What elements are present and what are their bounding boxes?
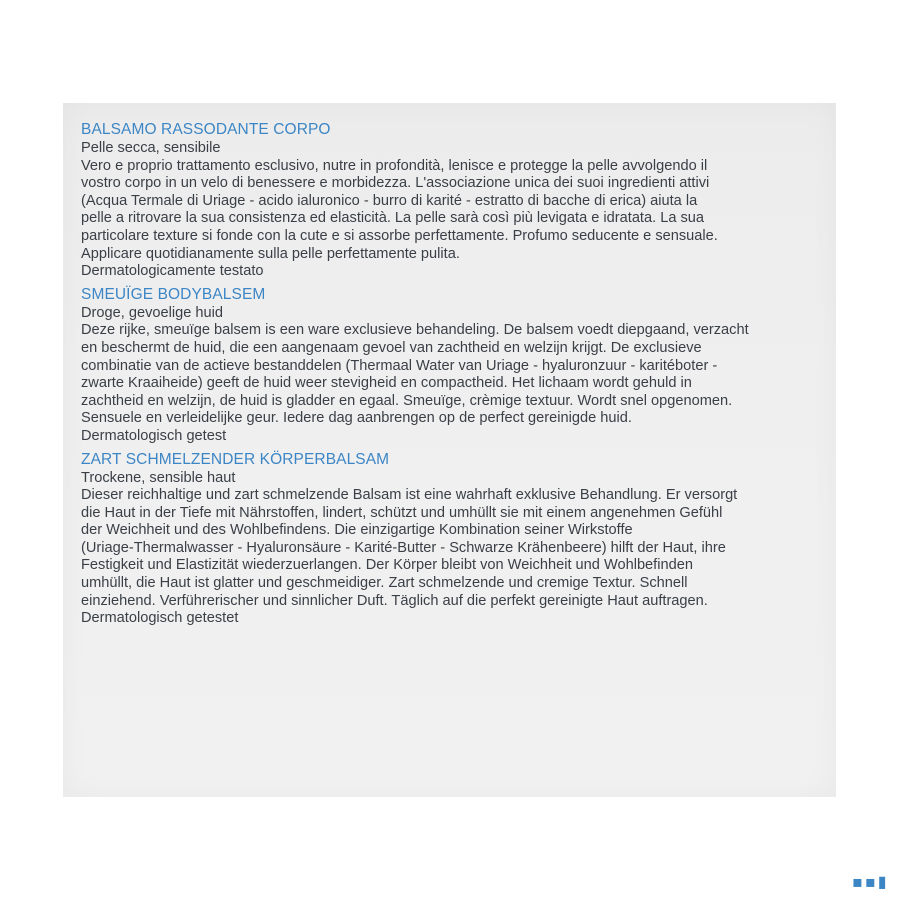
body-line: Festigkeit und Elastizität wiederzuerlangen. Der Körper bleibt von Weichheit und Wohlbefinden [81,557,693,574]
body-line: einziehend. Verführerischer und sinnlicher Duft. Täglich auf die perfekt gereinigte Haut auftragen. [81,592,708,609]
body-line: particolare texture si fonde con la cute e si assorbe perfettamente. Profumo seducente e sensuale. [81,227,718,244]
body-line: combinatie van de actieve bestanddelen (Thermaal Water van Uriage - hyaluronzuur - karitéboter - [81,357,718,374]
section-dutch [81,285,826,446]
section-footer: Dermatologisch getest [81,427,227,444]
section-german [81,450,826,628]
body-line: vostro corpo in un velo di benessere e morbidezza. L'associazione unica dei suoi ingredienti attivi [81,175,710,192]
section-subtitle: Trockene, sensible haut [81,469,236,486]
body-line: (Uriage-Thermalwasser - Hyaluronsäure - Karité-Butter - Schwarze Krähenbeere) hilft der Haut, ihre [81,539,726,556]
section-subtitle: Droge, gevoelige huid [81,304,223,321]
body-line: (Acqua Termale di Uriage - acido ialuronico - burro di karité - estratto di bacche di erica) aiuta la [81,192,698,209]
body-line: Sensuele en verleidelijke geur. Iedere dag aanbrengen op de perfect gereinigde huid. [81,410,632,427]
section-title: BALSAMO RASSODANTE CORPO [81,121,331,138]
section-footer: Dermatologisch getestet [81,610,239,627]
section-footer: Dermatologicamente testato [81,263,264,280]
body-line: en beschermt de huid, die een aangenaam gevoel van zachtheid en welzijn krijgt. De exclusieve [81,339,702,356]
section-italian [81,120,826,281]
body-line: die Haut in der Tiefe mit Nährstoffen, lindert, schützt und umhüllt sie mit einem angenehmen Gefühl [81,504,723,521]
body-line: umhüllt, die Haut ist glatter und geschmeidiger. Zart schmelzende und cremige Textur. Schnell [81,575,688,592]
section-title: ZART SCHMELZENDER KÖRPERBALSAM [81,450,390,468]
body-line: pelle a ritrovare la sua consistenza ed elasticità. La pelle sarà così più levigata e idratata. La sua [81,210,705,227]
section-title: SMEUÏGE BODYBALSEM [81,285,266,303]
label-text [81,120,826,632]
body-line: zwarte Kraaiheide) geeft de huid weer stevigheid en compactheid. Het lichaam wordt gehuld in [81,375,692,392]
corner-mark: ▪▪▮ [852,872,889,891]
body-line: zachtheid en welzijn, de huid is gladder en egaal. Smeuïge, crèmige textuur. Wordt snel opgenomen. [81,392,733,409]
body-line: Applicare quotidianamente sulla pelle perfettamente pulita. [81,245,460,262]
body-line: Deze rijke, smeuïge balsem is een ware exclusieve behandeling. De balsem voedt diepgaand, verzacht [81,322,749,339]
body-line: Dieser reichhaltige und zart schmelzende Balsam ist eine wahrhaft exklusive Behandlung. Er versorgt [81,487,738,504]
body-line: Vero e proprio trattamento esclusivo, nutre in profondità, lenisce e protegge la pelle avvolgendo il [81,157,708,174]
body-line: der Weichheit und des Wohlbefindens. Die einzigartige Kombination seiner Wirkstoffe [81,522,633,539]
section-subtitle: Pelle secca, sensibile [81,140,221,156]
